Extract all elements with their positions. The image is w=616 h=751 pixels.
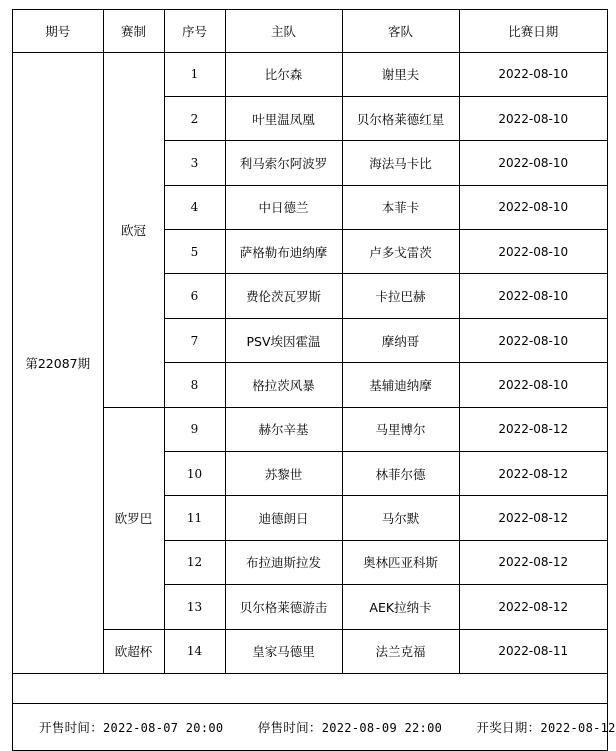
away-team-cell: 海法马卡比 xyxy=(342,141,459,185)
match-date-cell: 2022-08-10 xyxy=(459,363,607,407)
seq-cell: 8 xyxy=(164,363,225,407)
home-team-cell: 费伦茨瓦罗斯 xyxy=(225,274,342,318)
table-row xyxy=(13,629,607,673)
away-team-cell: 奥林匹亚科斯 xyxy=(342,540,459,584)
away-team-cell: 基辅迪纳摩 xyxy=(342,363,459,407)
home-team-cell: 叶里温凤凰 xyxy=(225,96,342,140)
home-team-cell: 赫尔辛基 xyxy=(225,407,342,451)
match-date-cell: 2022-08-10 xyxy=(459,230,607,274)
away-team-cell: 卡拉巴赫 xyxy=(342,274,459,318)
away-team-cell: AEK拉纳卡 xyxy=(342,585,459,629)
schedule-sheet xyxy=(12,9,616,751)
home-team-cell: 中日德兰 xyxy=(225,185,342,229)
match-date-cell: 2022-08-10 xyxy=(459,52,607,96)
header-row xyxy=(13,10,607,52)
sale-close-value: 2022-08-09 22:00 xyxy=(321,720,443,735)
seq-cell: 11 xyxy=(164,496,225,540)
match-date-cell: 2022-08-11 xyxy=(459,629,607,673)
match-date-cell: 2022-08-12 xyxy=(459,496,607,540)
home-team-cell: 格拉茨风暴 xyxy=(225,363,342,407)
seq-cell: 5 xyxy=(164,230,225,274)
table-row xyxy=(13,52,607,96)
issue-cell: 第22087期 xyxy=(13,52,103,673)
header-seq: 序号 xyxy=(164,10,225,52)
match-date-cell: 2022-08-10 xyxy=(459,318,607,362)
home-team-cell: 迪德朗日 xyxy=(225,496,342,540)
home-team-cell: 贝尔格莱德游击 xyxy=(225,585,342,629)
header-home: 主队 xyxy=(225,10,342,52)
sale-open-label: 开售时间： xyxy=(39,719,104,735)
seq-cell: 3 xyxy=(164,141,225,185)
seq-cell: 14 xyxy=(164,629,225,673)
away-team-cell: 林菲尔德 xyxy=(342,452,459,496)
away-team-cell: 贝尔格莱德红星 xyxy=(342,96,459,140)
draw-date xyxy=(476,718,615,736)
home-team-cell: 布拉迪斯拉发 xyxy=(225,540,342,584)
footer-cell xyxy=(13,703,616,750)
match-date-cell: 2022-08-12 xyxy=(459,585,607,629)
away-team-cell: 谢里夫 xyxy=(342,52,459,96)
competition-cell: 欧冠 xyxy=(103,52,164,407)
away-team-cell: 卢多戈雷茨 xyxy=(342,230,459,274)
header-competition: 赛制 xyxy=(103,10,164,52)
away-team-cell: 摩纳哥 xyxy=(342,318,459,362)
home-team-cell: 利马索尔阿波罗 xyxy=(225,141,342,185)
match-date-cell: 2022-08-10 xyxy=(459,141,607,185)
draw-label: 开奖日期： xyxy=(476,719,541,735)
sale-close-label: 停售时间： xyxy=(257,719,322,735)
schedule-table xyxy=(13,10,616,750)
blank-row xyxy=(13,673,607,703)
home-team-cell: 比尔森 xyxy=(225,52,342,96)
away-team-cell: 法兰克福 xyxy=(342,629,459,673)
header-date: 比赛日期 xyxy=(459,10,607,52)
match-date-cell: 2022-08-12 xyxy=(459,540,607,584)
match-date-cell: 2022-08-10 xyxy=(459,185,607,229)
seq-cell: 1 xyxy=(164,52,225,96)
home-team-cell: PSV埃因霍温 xyxy=(225,318,342,362)
away-team-cell: 马里博尔 xyxy=(342,407,459,451)
competition-cell: 欧罗巴 xyxy=(103,407,164,629)
seq-cell: 7 xyxy=(164,318,225,362)
table-row xyxy=(13,407,607,451)
footer-row xyxy=(13,703,607,750)
seq-cell: 4 xyxy=(164,185,225,229)
draw-value: 2022-08-12 xyxy=(540,720,616,735)
sale-open-value: 2022-08-07 20:00 xyxy=(103,720,224,735)
match-date-cell: 2022-08-12 xyxy=(459,452,607,496)
sale-close-time xyxy=(258,718,442,736)
seq-cell: 9 xyxy=(164,407,225,451)
match-date-cell: 2022-08-12 xyxy=(459,407,607,451)
match-date-cell: 2022-08-10 xyxy=(459,274,607,318)
match-table-body xyxy=(13,52,607,673)
seq-cell: 6 xyxy=(164,274,225,318)
blank-cell xyxy=(13,673,607,703)
seq-cell: 12 xyxy=(164,540,225,584)
away-team-cell: 马尔默 xyxy=(342,496,459,540)
home-team-cell: 皇家马德里 xyxy=(225,629,342,673)
sale-open-time xyxy=(39,718,223,736)
match-date-cell: 2022-08-10 xyxy=(459,96,607,140)
competition-cell: 欧超杯 xyxy=(103,629,164,673)
header-issue: 期号 xyxy=(13,10,103,52)
seq-cell: 2 xyxy=(164,96,225,140)
home-team-cell: 萨格勒布迪纳摩 xyxy=(225,230,342,274)
home-team-cell: 苏黎世 xyxy=(225,452,342,496)
away-team-cell: 本菲卡 xyxy=(342,185,459,229)
seq-cell: 10 xyxy=(164,452,225,496)
seq-cell: 13 xyxy=(164,585,225,629)
header-away: 客队 xyxy=(342,10,459,52)
